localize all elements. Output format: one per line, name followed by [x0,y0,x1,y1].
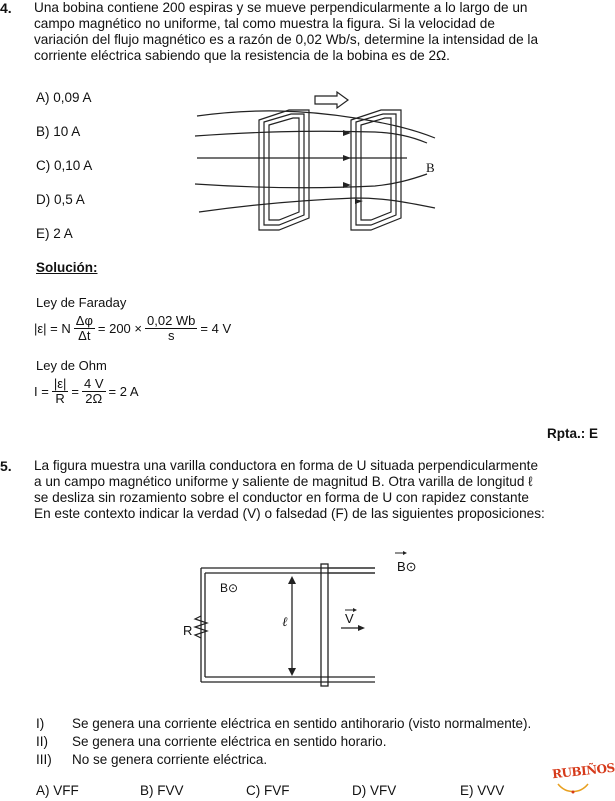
proposition-number: II) [36,734,48,749]
statement-line: se desliza sin rozamiento sobre el conductor en forma de U con rapidez constante [34,490,529,505]
denominator: s [167,328,175,343]
denominator: 2Ω [85,391,103,406]
velocity-arrow-icon [315,92,348,108]
proposition-3 [36,752,267,767]
option-e: E) 2 A [36,226,73,241]
statement-line: La figura muestra una varilla conductora en forma de U situada perpendicularmente [34,458,539,473]
ohm-eq: = [71,384,79,399]
statement-line: campo magnético no uniforme, tal como muestra la figura. Si la velocidad de [34,16,495,31]
ohm-title: Ley de Ohm [36,358,107,373]
velocity-label: V [345,611,354,626]
denominator: R [55,391,65,406]
proposition-2 [36,734,386,749]
ohm-result: = 2 A [108,384,139,399]
length-label: ℓ [282,615,288,630]
numerator: Δφ [75,313,93,328]
solution-title: Solución: [36,260,98,275]
faraday-result: = 4 V [200,321,232,336]
proposition-text: Se genera una corriente eléctrica en sentido antihorario (visto normalmente). [72,716,532,731]
fraction [74,314,95,343]
numerator: 4 V [83,376,104,391]
b-field-label-inside: B⊙ [220,581,239,595]
statement-line: En este contexto indicar la verdad (V) o falsedad (F) de las siguientes proposiciones: [34,506,545,521]
proposition-number: I) [36,716,45,731]
option-d: D) 0,5 A [36,192,85,207]
statement-line: variación del flujo magnético es a razón de 0,02 Wb/s, determine la intensidad de la [34,32,539,47]
b-field-label-top: B⊙ [397,559,417,574]
faraday-title: Ley de Faraday [36,295,127,310]
denominator: Δt [78,328,91,343]
proposition-text: No se genera corriente eléctrica. [72,752,268,767]
option-b: B) FVV [140,783,184,798]
option-b: B) 10 A [36,124,81,139]
problem-5-statement [34,458,598,522]
numerator: |ε| [53,376,67,391]
option-a: A) 0,09 A [36,90,92,105]
logo-swirl-icon [556,780,590,796]
statement-line: corriente eléctrica sabiendo que la resistencia de la bobina es de 2Ω. [34,48,450,63]
numerator: 0,02 Wb [147,313,196,328]
option-c: C) 0,10 A [36,158,93,173]
statement-line: a un campo magnético uniforme y saliente de magnitud B. Otra varilla de longitud ℓ [34,474,533,489]
option-a: A) VFF [36,783,79,798]
statement-line: Una bobina contiene 200 espiras y se mueve perpendicularmente a lo largo de un [34,0,528,15]
resistor-label: R [183,623,193,638]
problem-4-statement [34,0,598,64]
proposition-number: III) [36,752,52,767]
faraday-mid: = 200 × [97,321,142,336]
option-d: D) VFV [352,783,397,798]
ohm-equation [34,377,139,406]
ohm-lhs: I = [34,384,49,399]
rubinos-logo: RUBIÑOS [551,760,615,782]
problem-4-number: 4. [0,0,12,16]
fraction [145,314,197,343]
coil-field-figure [195,88,445,248]
proposition-1 [36,716,531,731]
proposition-text: Se genera una corriente eléctrica en sentido horario. [72,734,387,749]
faraday-equation [34,314,231,343]
faraday-lhs: |ε| = N [34,321,71,336]
option-c: C) FVF [246,783,290,798]
sliding-rod [321,564,328,686]
option-e: E) VVV [460,783,505,798]
field-label-b: B [426,160,435,175]
fraction [82,377,106,406]
problem-5-number: 5. [0,458,12,474]
answer-4: Rpta.: E [546,426,598,441]
fraction [52,377,69,406]
